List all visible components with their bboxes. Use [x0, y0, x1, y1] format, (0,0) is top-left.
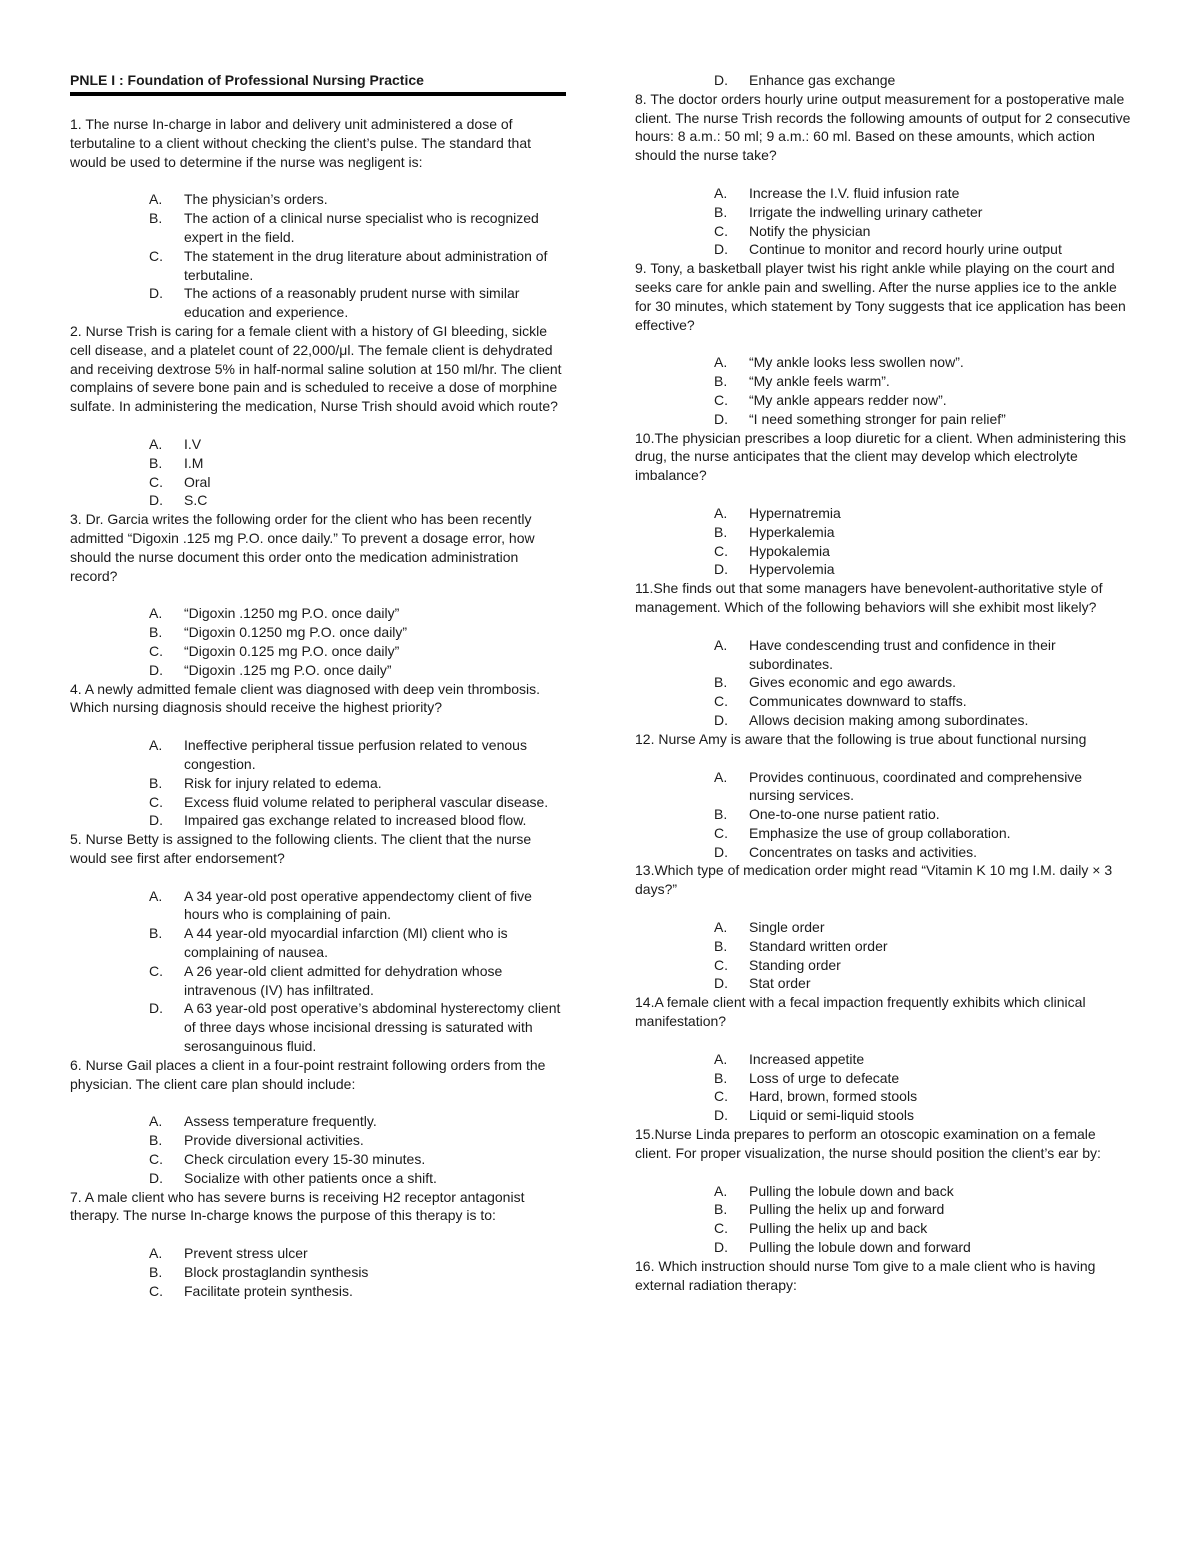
- option-letter: A.: [149, 435, 163, 452]
- option: [70, 924, 566, 962]
- option: [70, 435, 566, 454]
- option-letter: D.: [714, 410, 728, 427]
- option-text: One-to-one nurse patient ratio.: [749, 806, 940, 823]
- option: [635, 1238, 1131, 1257]
- option: [635, 184, 1131, 203]
- option-text: A 63 year-old post operative’s abdominal hysterectomy client of three days whose incisional dressing is saturated with serosanguinous fluid.: [184, 1000, 561, 1055]
- option-text: Continue to monitor and record hourly urine output: [749, 241, 1062, 258]
- option: [70, 774, 566, 793]
- option: [70, 661, 566, 680]
- option-list: [635, 918, 1131, 993]
- option-text: Check circulation every 15-30 minutes.: [184, 1151, 426, 1168]
- option-text: Enhance gas exchange: [749, 72, 896, 88]
- option-text: Oral: [184, 473, 211, 490]
- option: [635, 1182, 1131, 1201]
- option: [635, 692, 1131, 711]
- option: [70, 1244, 566, 1263]
- option: [635, 824, 1131, 843]
- question: [635, 730, 1131, 862]
- option-letter: A.: [714, 919, 728, 936]
- option-text: The physician’s orders.: [184, 191, 328, 208]
- option-text: Stat order: [749, 975, 811, 992]
- option-text: Hypokalemia: [749, 542, 830, 559]
- option-text: Prevent stress ulcer: [184, 1245, 308, 1262]
- option-letter: A.: [714, 636, 728, 653]
- option: [635, 71, 1131, 90]
- option-letter: C.: [149, 247, 163, 264]
- question-text: 8. The doctor orders hourly urine output measurement for a postoperative male client. The nurse Trish records the following amounts of output for 2 consecutive hours: 8 a.m.: 50 ml; 9 a.m.: 60 ml. Based on these amounts, which action should the nurse take?: [635, 90, 1131, 164]
- option-text: Pulling the helix up and forward: [749, 1201, 945, 1218]
- option: [635, 353, 1131, 372]
- question-text: 10.The physician prescribes a loop diuretic for a client. When administering this drug, the nurse anticipates that the client may develop which electrolyte imbalance?: [635, 429, 1127, 484]
- option-letter: A.: [714, 1050, 728, 1067]
- option: [635, 1200, 1131, 1219]
- option-text: Pulling the lobule down and forward: [749, 1239, 971, 1256]
- option-text: Risk for injury related to edema.: [184, 774, 382, 791]
- question: [70, 322, 566, 510]
- question-text: 4. A newly admitted female client was diagnosed with deep vein thrombosis. Which nursing diagnosis should receive the highest priority?: [70, 680, 541, 716]
- option-text: Single order: [749, 919, 825, 936]
- option-letter: D.: [149, 1000, 163, 1017]
- option-letter: B.: [149, 454, 163, 471]
- option-letter: C.: [149, 1151, 163, 1168]
- option-letter: D.: [149, 492, 163, 509]
- option-text: I.M: [184, 454, 204, 471]
- option: [635, 1219, 1131, 1238]
- option-letter: B.: [714, 1201, 728, 1218]
- option: [70, 247, 566, 285]
- option: [635, 240, 1131, 259]
- question: [635, 861, 1131, 993]
- option-text: Pulling the helix up and back: [749, 1220, 928, 1237]
- option-text: Communicates downward to staffs.: [749, 693, 967, 710]
- question: [635, 90, 1131, 259]
- option-text: A 44 year-old myocardial infarction (MI) client who is complaining of nausea.: [184, 925, 508, 961]
- option-text: “Digoxin 0.125 mg P.O. once daily”: [184, 642, 400, 659]
- option-letter: A.: [714, 504, 728, 521]
- left-column: [70, 71, 566, 1301]
- option-letter: A.: [149, 605, 163, 622]
- option-letter: A.: [149, 887, 163, 904]
- option: [70, 811, 566, 830]
- question: [635, 429, 1131, 580]
- option-letter: A.: [714, 354, 728, 371]
- option-list: [635, 1050, 1131, 1125]
- option-text: “I need something stronger for pain relief”: [749, 410, 1006, 427]
- option: [70, 736, 566, 774]
- question-text: 14.A female client with a fecal impaction frequently exhibits which clinical manifestation?: [635, 994, 1086, 1030]
- question: [70, 510, 566, 679]
- option: [70, 1150, 566, 1169]
- option-letter: D.: [149, 285, 163, 302]
- question: [70, 830, 566, 1056]
- option-letter: B.: [714, 674, 728, 691]
- option-letter: C.: [714, 391, 728, 408]
- option-list: [70, 190, 566, 322]
- option: [635, 1050, 1131, 1069]
- option-list: [635, 768, 1131, 862]
- option-text: Hypervolemia: [749, 561, 835, 578]
- option: [70, 1169, 566, 1188]
- option-text: Socialize with other patients once a shift.: [184, 1169, 437, 1186]
- option-text: Facilitate protein synthesis.: [184, 1282, 353, 1299]
- option: [70, 209, 566, 247]
- option-letter: C.: [714, 956, 728, 973]
- option: [70, 642, 566, 661]
- option-letter: B.: [714, 1069, 728, 1086]
- question: [70, 115, 566, 322]
- option-text: Increased appetite: [749, 1050, 865, 1067]
- right-column: [635, 71, 1131, 1294]
- option-text: A 26 year-old client admitted for dehydration whose intravenous (IV) has infiltrated.: [184, 962, 503, 998]
- option: [635, 918, 1131, 937]
- option: [70, 473, 566, 492]
- option: [635, 222, 1131, 241]
- option-letter: A.: [714, 1182, 728, 1199]
- continued-option: [635, 71, 1131, 90]
- option-text: “Digoxin .1250 mg P.O. once daily”: [184, 605, 400, 622]
- question-text: 1. The nurse In-charge in labor and delivery unit administered a dose of terbutaline to a client without checking the client’s pulse. The standard that would be used to determine if the nurse was negligent is:: [70, 116, 531, 170]
- option-text: “Digoxin .125 mg P.O. once daily”: [184, 661, 392, 678]
- option-letter: B.: [149, 1264, 163, 1281]
- option-letter: D.: [714, 1107, 728, 1124]
- option-text: Emphasize the use of group collaboration.: [749, 824, 1011, 841]
- question-text: 16. Which instruction should nurse Tom give to a male client who is having external radiation therapy:: [635, 1257, 1096, 1293]
- right-question-list: [635, 90, 1131, 1295]
- option-letter: D.: [714, 843, 728, 860]
- option: [635, 391, 1131, 410]
- option: [635, 711, 1131, 730]
- question-text: 3. Dr. Garcia writes the following order for the client who has been recently admitted “Digoxin .125 mg P.O. once daily.” To prevent a dosage error, how should the nurse document this order onto the medication administration record?: [70, 511, 535, 584]
- option: [635, 1106, 1131, 1125]
- option: [70, 454, 566, 473]
- option-letter: B.: [149, 925, 163, 942]
- option-list: [70, 604, 566, 679]
- option-text: Have condescending trust and confidence in their subordinates.: [749, 636, 1056, 672]
- document-title: PNLE I : Foundation of Professional Nursing Practice: [70, 71, 566, 96]
- question-text: 12. Nurse Amy is aware that the following is true about functional nursing: [635, 730, 1087, 747]
- option-letter: A.: [714, 768, 728, 785]
- question: [70, 680, 566, 831]
- question: [635, 1125, 1131, 1257]
- option-list: [70, 1244, 566, 1300]
- option-text: Provide diversional activities.: [184, 1132, 364, 1149]
- question-text: 7. A male client who has severe burns is receiving H2 receptor antagonist therapy. The nurse In-charge knows the purpose of this therapy is to:: [70, 1188, 525, 1224]
- option-list: [70, 435, 566, 510]
- option-letter: D.: [714, 72, 728, 88]
- option-letter: C.: [714, 693, 728, 710]
- option-text: Standard written order: [749, 937, 888, 954]
- option-text: The actions of a reasonably prudent nurse with similar education and experience.: [184, 285, 520, 321]
- option: [70, 999, 566, 1055]
- option: [635, 768, 1131, 806]
- option-letter: A.: [149, 191, 163, 208]
- option-text: Standing order: [749, 956, 841, 973]
- question-text: 15.Nurse Linda prepares to perform an otoscopic examination on a female client. For proper visualization, the nurse should position the client’s ear by:: [635, 1126, 1101, 1161]
- option: [70, 793, 566, 812]
- option-list: [635, 1182, 1131, 1257]
- option: [70, 491, 566, 510]
- option-text: “Digoxin 0.1250 mg P.O. once daily”: [184, 624, 408, 641]
- option-letter: A.: [714, 184, 728, 201]
- option-letter: B.: [714, 203, 728, 220]
- option-letter: B.: [149, 774, 163, 791]
- option: [635, 523, 1131, 542]
- option-text: Notify the physician: [749, 222, 871, 239]
- option-letter: C.: [714, 542, 728, 559]
- option: [635, 410, 1131, 429]
- option-letter: D.: [714, 1239, 728, 1256]
- option: [635, 542, 1131, 561]
- question-text: 11.She finds out that some managers have benevolent-authoritative style of management. Which of the following behaviors will she exhibit most likely?: [635, 580, 1103, 615]
- option-letter: D.: [149, 661, 163, 678]
- option-letter: C.: [149, 1282, 163, 1299]
- option-list: [635, 353, 1131, 428]
- option-text: “My ankle appears redder now”.: [749, 391, 947, 408]
- option-text: Hypernatremia: [749, 504, 841, 521]
- option-letter: D.: [714, 711, 728, 728]
- option-text: Increase the I.V. fluid infusion rate: [749, 184, 960, 201]
- option-list: [635, 504, 1131, 579]
- option: [635, 937, 1131, 956]
- option: [635, 203, 1131, 222]
- option-text: Loss of urge to defecate: [749, 1069, 900, 1086]
- option-text: I.V: [184, 435, 202, 452]
- option-text: Hyperkalemia: [749, 523, 835, 540]
- option-list: [635, 184, 1131, 259]
- option-letter: C.: [149, 793, 163, 810]
- option: [70, 1263, 566, 1282]
- option-text: Pulling the lobule down and back: [749, 1182, 954, 1199]
- option-letter: C.: [149, 962, 163, 979]
- option-text: “My ankle feels warm”.: [749, 373, 890, 390]
- question: [635, 993, 1131, 1125]
- option-letter: C.: [714, 824, 728, 841]
- option-text: Impaired gas exchange related to increased blood flow.: [184, 812, 527, 829]
- question-text: 9. Tony, a basketball player twist his right ankle while playing on the court and seeks care for ankle pain and swelling. After the nurse applies ice to the ankle for 30 minutes, which statement by Tony suggests that ice application has been effective?: [635, 260, 1126, 333]
- option-text: The statement in the drug literature about administration of terbutaline.: [184, 247, 548, 283]
- option: [635, 805, 1131, 824]
- option-letter: C.: [149, 642, 163, 659]
- option: [635, 673, 1131, 692]
- option-text: Assess temperature frequently.: [184, 1113, 377, 1130]
- option-letter: C.: [714, 222, 728, 239]
- question: [70, 1056, 566, 1188]
- option-list: [70, 1112, 566, 1187]
- option-letter: B.: [714, 373, 728, 390]
- option: [70, 604, 566, 623]
- option-letter: D.: [149, 812, 163, 829]
- option-text: Excess fluid volume related to peripheral vascular disease.: [184, 793, 549, 810]
- option: [70, 887, 566, 925]
- option-letter: B.: [714, 806, 728, 823]
- question: [635, 579, 1131, 730]
- option-text: Block prostaglandin synthesis: [184, 1264, 369, 1281]
- option: [635, 1069, 1131, 1088]
- option: [635, 843, 1131, 862]
- option: [70, 1131, 566, 1150]
- option-letter: D.: [149, 1169, 163, 1186]
- option-letter: C.: [714, 1220, 728, 1237]
- option: [635, 974, 1131, 993]
- question: [635, 259, 1131, 428]
- option-text: Provides continuous, coordinated and comprehensive nursing services.: [749, 768, 1083, 804]
- option: [70, 190, 566, 209]
- option-text: Ineffective peripheral tissue perfusion related to venous congestion.: [184, 737, 527, 772]
- option-list: [70, 736, 566, 830]
- question: [70, 1188, 566, 1301]
- question-text: 2. Nurse Trish is caring for a female client with a history of GI bleeding, sickle cell disease, and a platelet count of 22,000/μl. The female client is dehydrated and receiving dextrose 5% in half-normal saline solution at 150 ml/hr. The client complains of severe bone pain and is scheduled to receive a dose of morphine sulfate. In administering the medication, Nurse Trish should avoid which route?: [70, 322, 562, 415]
- option-letter: B.: [149, 1132, 163, 1149]
- option-letter: D.: [714, 975, 728, 992]
- option-letter: B.: [714, 937, 728, 954]
- option-letter: B.: [149, 210, 163, 227]
- question: [635, 1257, 1131, 1295]
- question-text: 6. Nurse Gail places a client in a four-point restraint following orders from the physician. The client care plan should include:: [70, 1056, 546, 1092]
- option-list: [635, 636, 1131, 730]
- left-question-list: [70, 115, 566, 1301]
- option: [635, 636, 1131, 674]
- option-letter: A.: [149, 737, 163, 754]
- option-text: “My ankle looks less swollen now”.: [749, 354, 964, 371]
- option-letter: A.: [149, 1245, 163, 1262]
- option-text: Allows decision making among subordinates.: [749, 711, 1029, 728]
- option-text: The action of a clinical nurse specialist who is recognized expert in the field.: [184, 210, 539, 245]
- option-text: Concentrates on tasks and activities.: [749, 843, 978, 860]
- option: [70, 1282, 566, 1301]
- option: [635, 504, 1131, 523]
- option-text: Liquid or semi-liquid stools: [749, 1107, 914, 1124]
- option-letter: A.: [149, 1113, 163, 1130]
- option: [635, 372, 1131, 391]
- option: [70, 1112, 566, 1131]
- option-text: Gives economic and ego awards.: [749, 674, 956, 691]
- option: [70, 284, 566, 322]
- question-text: 13.Which type of medication order might read “Vitamin K 10 mg I.M. daily × 3 days?”: [635, 862, 1113, 898]
- option: [635, 956, 1131, 975]
- option-letter: B.: [149, 624, 163, 641]
- option: [635, 1087, 1131, 1106]
- option-letter: D.: [714, 241, 728, 258]
- option-letter: C.: [714, 1088, 728, 1105]
- option-letter: C.: [149, 473, 163, 490]
- option-list: [70, 887, 566, 1056]
- option-letter: D.: [714, 561, 728, 578]
- option: [70, 962, 566, 1000]
- option: [70, 623, 566, 642]
- question-text: 5. Nurse Betty is assigned to the following clients. The client that the nurse would see first after endorsement?: [70, 831, 532, 866]
- option-text: Irrigate the indwelling urinary catheter: [749, 203, 983, 220]
- option-text: A 34 year-old post operative appendectomy client of five hours who is complaining of pain.: [184, 887, 532, 923]
- option-text: S.C: [184, 492, 208, 509]
- option: [635, 560, 1131, 579]
- option-text: Hard, brown, formed stools: [749, 1088, 918, 1105]
- option-letter: B.: [714, 523, 728, 540]
